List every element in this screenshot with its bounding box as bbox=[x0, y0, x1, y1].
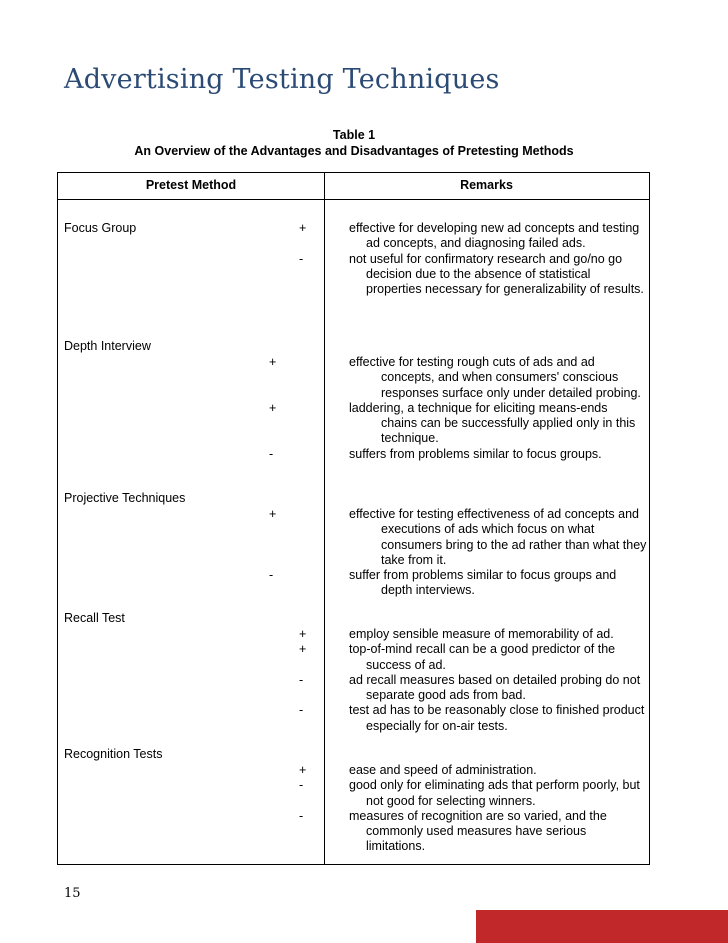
pretesting-methods-table bbox=[57, 172, 650, 865]
remarks-depth-interview bbox=[269, 355, 647, 462]
document-title: Advertising Testing Techniques bbox=[64, 64, 500, 95]
remark-item: + laddering, a technique for eliciting means-ends chains can be successfully applied only in this technique. bbox=[269, 400, 636, 446]
remark-item: + employ sensible measure of memorability of ad. bbox=[299, 627, 614, 641]
remarks-focus-group bbox=[299, 221, 647, 297]
remark-item: + effective for testing rough cuts of ads and ad concepts, and when consumers' conscious responses surface only under detailed probing. bbox=[269, 355, 641, 400]
remarks-recognition-tests bbox=[299, 763, 647, 855]
method-recognition-tests: Recognition Tests bbox=[64, 747, 163, 761]
remark-item: + ease and speed of administration. bbox=[299, 763, 537, 777]
remarks-recall-test bbox=[299, 627, 647, 734]
remark-item: - test ad has to be reasonably close to finished product especially for on-air tests. bbox=[299, 703, 645, 733]
remark-item: - suffers from problems similar to focus groups. bbox=[269, 446, 602, 461]
remark-item: - ad recall measures based on detailed probing do not separate good ads from bad. bbox=[299, 672, 641, 703]
header-remarks: Remarks bbox=[460, 178, 513, 192]
remark-item: - suffer from problems similar to focus groups and depth interviews. bbox=[269, 568, 617, 598]
method-recall-test: Recall Test bbox=[64, 611, 125, 625]
table-number: Table 1 bbox=[332, 128, 376, 142]
remark-item: - measures of recognition are so varied, and the commonly used measures have serious limitations. bbox=[299, 808, 607, 854]
remark-item: - not useful for confirmatory research and go/no go decision due to the absence of statistical properties necessary for generalizability of results. bbox=[299, 251, 644, 297]
table-caption: An Overview of the Advantages and Disadvantages of Pretesting Methods bbox=[134, 144, 574, 158]
page-number: 15 bbox=[64, 886, 81, 901]
method-depth-interview: Depth Interview bbox=[64, 339, 151, 353]
remarks-projective-techniques bbox=[269, 507, 647, 599]
column-divider bbox=[324, 173, 325, 864]
method-projective-techniques: Projective Techniques bbox=[64, 491, 186, 505]
method-focus-group: Focus Group bbox=[64, 221, 137, 235]
remark-item: + effective for developing new ad concepts and testing ad concepts, and diagnosing failed ads. bbox=[299, 221, 640, 251]
remark-item: + effective for testing effectiveness of ad concepts and executions of ads which focus on what consumers bring to the ad rather than what they take from it. bbox=[269, 507, 647, 567]
table-header-row bbox=[58, 173, 649, 200]
footer-accent-bar bbox=[476, 910, 728, 943]
header-pretest-method: Pretest Method bbox=[145, 178, 237, 192]
remark-item: - good only for eliminating ads that perform poorly, but not good for selecting winners. bbox=[299, 778, 640, 808]
remark-item: + top-of-mind recall can be a good predictor of the success of ad. bbox=[299, 642, 616, 672]
